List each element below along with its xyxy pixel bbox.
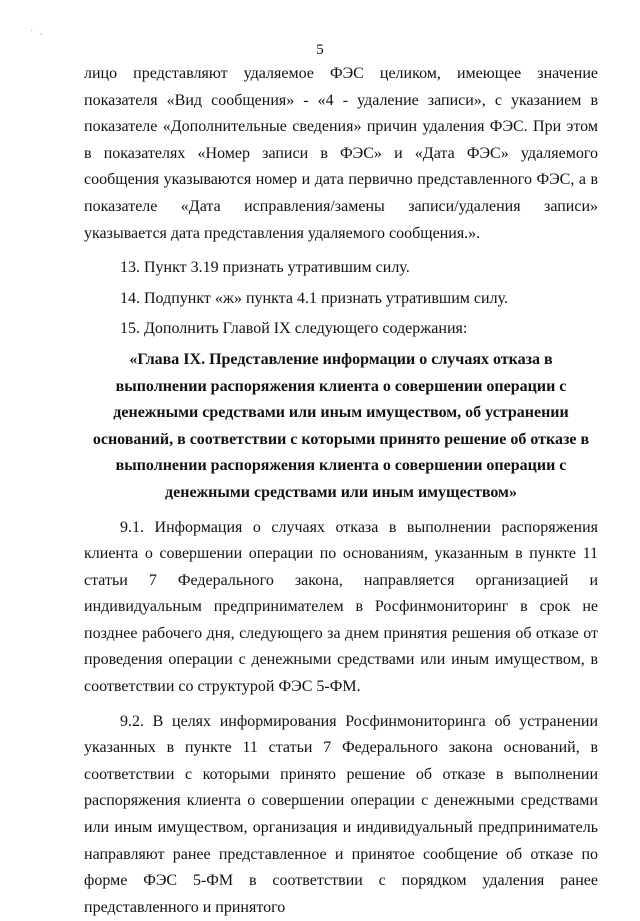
paragraph-continuation: лицо представляют удаляемое ФЭС целиком, имеющее значение показателя «Вид сообщения» - «4 - удаление записи», с указанием в показателе «Дополнительные сведения» причин удаления ФЭС. При этом в показателях «Номер записи в ФЭС» и «Дата ФЭС» удаляемого сообщения указываются номер и дата первично представленного ФЭС, а в показателе «Дата исправления/замены записи/удаления записи» указывается дата представления удаляемого сообщения.».	[84, 65, 598, 242]
paragraph-item-14: 14. Подпункт «ж» пункта 4.1 признать утратившим силу.	[120, 289, 508, 307]
document-body	[84, 61, 598, 921]
paragraph-item-13: 13. Пункт 3.19 признать утратившим силу.	[120, 259, 410, 277]
scan-corner-mark: · ,	[30, 26, 45, 37]
page-number: 5	[316, 42, 324, 58]
paragraph-9-1: 9.1. Информация о случаях отказа в выполнении распоряжения клиента о совершении операции по основаниям, указанным в пункте 11 статьи 7 Федерального закона, направляется организацией и индивидуальным предпринимателем в Росфинмониторинг в срок не позднее рабочего дня, следующего за днем принятия решения об отказе от проведения операции с денежными средствами или иным имуществом, в соответствии со структурой ФЭС 5-ФМ.	[84, 518, 598, 696]
chapter-heading: «Глава IX. Представление информации о случаях отказа в выполнении распоряжения клиента о совершении операции с денежными средствами или иным имуществом, об устранении оснований, в соответствии с которыми принято решение об отказе в выполнении распоряжения клиента о совершении операции с денежными средствами или иным имуществом»	[92, 350, 590, 501]
paragraph-item-15: 15. Дополнить Главой IX следующего содержания:	[120, 320, 468, 338]
paragraph-9-2: 9.2. В целях информирования Росфинмониторинга об устранении указанных в пункте 11 статьи 7 Федерального закона оснований, в соответствии с которыми принято решение об отказе в выполнении распоряжения клиента о совершении операции с денежными средствами или иным имуществом, организация и индивидуальный предприниматель направляют ранее представленное и принятое сообщение об отказе по форме ФЭС 5-ФМ в соответствии с порядком удаления ранее представленного и принятого	[84, 712, 598, 916]
